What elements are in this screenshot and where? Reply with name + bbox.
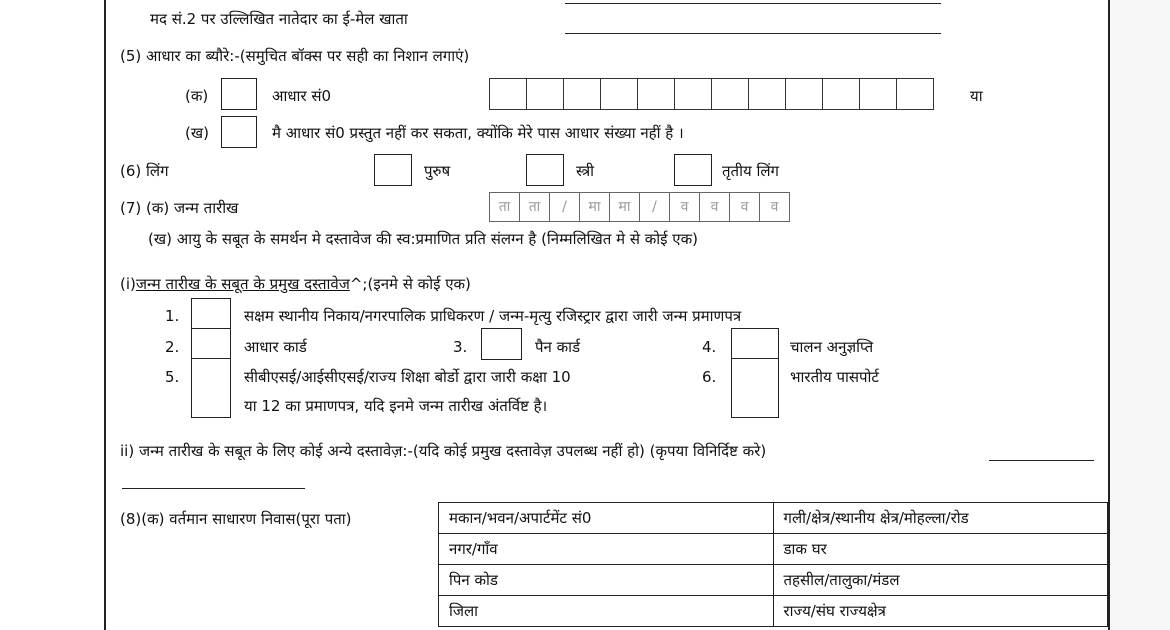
right-page-shade: [1110, 0, 1170, 630]
proof-item-2-label: आधार कार्ड: [244, 338, 307, 356]
gender-male-checkbox[interactable]: [374, 154, 412, 186]
gender-male-label: पुरुष: [424, 162, 451, 180]
proof-class-certificate-checkbox[interactable]: [191, 358, 231, 418]
gender-female-checkbox[interactable]: [526, 154, 564, 186]
no-aadhaar-checkbox[interactable]: [221, 116, 257, 148]
aadhaar-digit-cell[interactable]: [637, 78, 676, 110]
email-label: मद सं.2 पर उल्लिखित नातेदार का ई-मेल खाता: [150, 10, 408, 28]
left-page-border: [104, 0, 106, 630]
no-aadhaar-label: मै आधार सं0 प्रस्तुत नहीं कर सकता, क्योंकि मेरे पास आधार संख्या नहीं है ।: [272, 124, 684, 142]
proof-birth-certificate-checkbox[interactable]: [191, 298, 231, 330]
dob-year-cell[interactable]: व: [699, 192, 730, 222]
proof-item-4-num: 4.: [702, 338, 717, 356]
aadhaar-digit-cell[interactable]: [674, 78, 713, 110]
proof-item-6-label: भारतीय पासपोर्ट: [790, 368, 879, 386]
dob-label: (7) (क) जन्म तारीख: [120, 199, 239, 217]
dob-day-cell[interactable]: ता: [489, 192, 520, 222]
aadhaar-digit-cell[interactable]: [896, 78, 935, 110]
other-document-input-line-2[interactable]: [122, 488, 305, 489]
age-proof-line: (ख) आयु के सबूत के समर्थन मे दस्तावेज की स्व:प्रमाणित प्रति संलग्न है (निम्मलिखित मे से कोई एक): [148, 230, 698, 248]
right-page-border: [1108, 0, 1110, 630]
street-locality-field[interactable]: गली/क्षेत्र/स्थानीय क्षेत्र/मोहल्ला/रोड: [773, 503, 1108, 534]
aadhaar-option-a-marker: (क): [185, 87, 209, 105]
dob-separator: /: [639, 192, 670, 222]
proof-heading: [120, 274, 471, 294]
or-text: या: [970, 87, 983, 105]
aadhaar-digit-cell[interactable]: [600, 78, 639, 110]
proof-passport-checkbox[interactable]: [731, 358, 779, 418]
district-field[interactable]: जिला: [439, 596, 774, 627]
proof-item-3-label: पैन कार्ड: [535, 338, 581, 356]
proof-heading-suffix: ^;(इनमे से कोई एक): [349, 275, 471, 293]
other-document-label: ii) जन्म तारीख के सबूत के लिए कोई अन्ये दस्तावेज़:-(यदि कोई प्रमुख दस्तावेज़ उपलब्ध नहीं हो) (कृपया विनिर्दिष्ट करे): [120, 442, 767, 460]
proof-item-6-num: 6.: [702, 368, 717, 386]
proof-item-5-num: 5.: [165, 368, 180, 386]
tehsil-field[interactable]: तहसील/तालुका/मंडल: [773, 565, 1108, 596]
other-document-input-line[interactable]: [989, 460, 1094, 461]
aadhaar-digit-cell[interactable]: [822, 78, 861, 110]
proof-item-2-num: 2.: [165, 338, 180, 356]
dob-day-cell[interactable]: ता: [519, 192, 550, 222]
dob-year-cell[interactable]: व: [669, 192, 700, 222]
proof-item-1-num: 1.: [165, 307, 180, 325]
gender-label: (6) लिंग: [120, 162, 169, 180]
aadhaar-heading: (5) आधार का ब्यौरे:-(समुचित बॉक्स पर सही का निशान लगाएं): [120, 47, 470, 65]
gender-female-label: स्त्री: [576, 162, 595, 180]
dob-input[interactable]: [490, 192, 790, 222]
proof-item-3-num: 3.: [453, 338, 468, 356]
proof-item-5-label-line2: या 12 का प्रमाणपत्र, यदि इनमे जन्म तारीख अंतर्विष्ट है।: [244, 397, 548, 415]
proof-item-4-label: चालन अनुज्ञप्ति: [790, 338, 874, 356]
table-row: [439, 534, 1108, 565]
aadhaar-option-b-marker: (ख): [185, 124, 209, 142]
aadhaar-digit-cell[interactable]: [711, 78, 750, 110]
proof-heading-prefix: (i): [120, 275, 136, 293]
pin-code-field[interactable]: पिन कोड: [439, 565, 774, 596]
aadhaar-number-checkbox[interactable]: [221, 78, 257, 110]
table-row: [439, 503, 1108, 534]
aadhaar-number-label: आधार सं0: [272, 87, 332, 105]
town-village-field[interactable]: नगर/गाँव: [439, 534, 774, 565]
proof-driving-licence-checkbox[interactable]: [731, 328, 779, 360]
table-row: [439, 565, 1108, 596]
email-input-line[interactable]: [565, 33, 941, 34]
dob-year-cell[interactable]: व: [729, 192, 760, 222]
aadhaar-digit-cell[interactable]: [526, 78, 565, 110]
aadhaar-number-input[interactable]: [490, 78, 934, 110]
top-fill-line: [565, 3, 941, 4]
aadhaar-digit-cell[interactable]: [563, 78, 602, 110]
proof-aadhaar-card-checkbox[interactable]: [191, 328, 231, 360]
state-field[interactable]: राज्य/संघ राज्यक्षेत्र: [773, 596, 1108, 627]
aadhaar-digit-cell[interactable]: [748, 78, 787, 110]
table-row: [439, 596, 1108, 627]
address-table: [438, 502, 1108, 627]
aadhaar-digit-cell[interactable]: [489, 78, 528, 110]
dob-month-cell[interactable]: मा: [609, 192, 640, 222]
post-office-field[interactable]: डाक घर: [773, 534, 1108, 565]
proof-heading-underlined: जन्म तारीख के सबूत के प्रमुख दस्तावेज: [135, 275, 350, 293]
aadhaar-digit-cell[interactable]: [785, 78, 824, 110]
address-label: (8)(क) वर्तमान साधारण निवास(पूरा पता): [120, 510, 352, 528]
dob-separator: /: [549, 192, 580, 222]
house-number-field[interactable]: मकान/भवन/अपार्टमेंट सं0: [439, 503, 774, 534]
proof-item-5-label: सीबीएसई/आईसीएसई/राज्य शिक्षा बोर्डो द्वारा जारी कक्षा 10: [244, 368, 571, 386]
gender-third-label: तृतीय लिंग: [722, 162, 779, 180]
proof-pan-card-checkbox[interactable]: [481, 328, 522, 360]
proof-item-1-label: सक्षम स्थानीय निकाय/नगरपालिक प्राधिकरण / जन्म-मृत्यु रजिस्ट्रार द्वारा जारी जन्म प्रमाणपत्र: [244, 307, 742, 325]
dob-month-cell[interactable]: मा: [579, 192, 610, 222]
dob-year-cell[interactable]: व: [759, 192, 790, 222]
aadhaar-digit-cell[interactable]: [859, 78, 898, 110]
gender-third-checkbox[interactable]: [674, 154, 712, 186]
